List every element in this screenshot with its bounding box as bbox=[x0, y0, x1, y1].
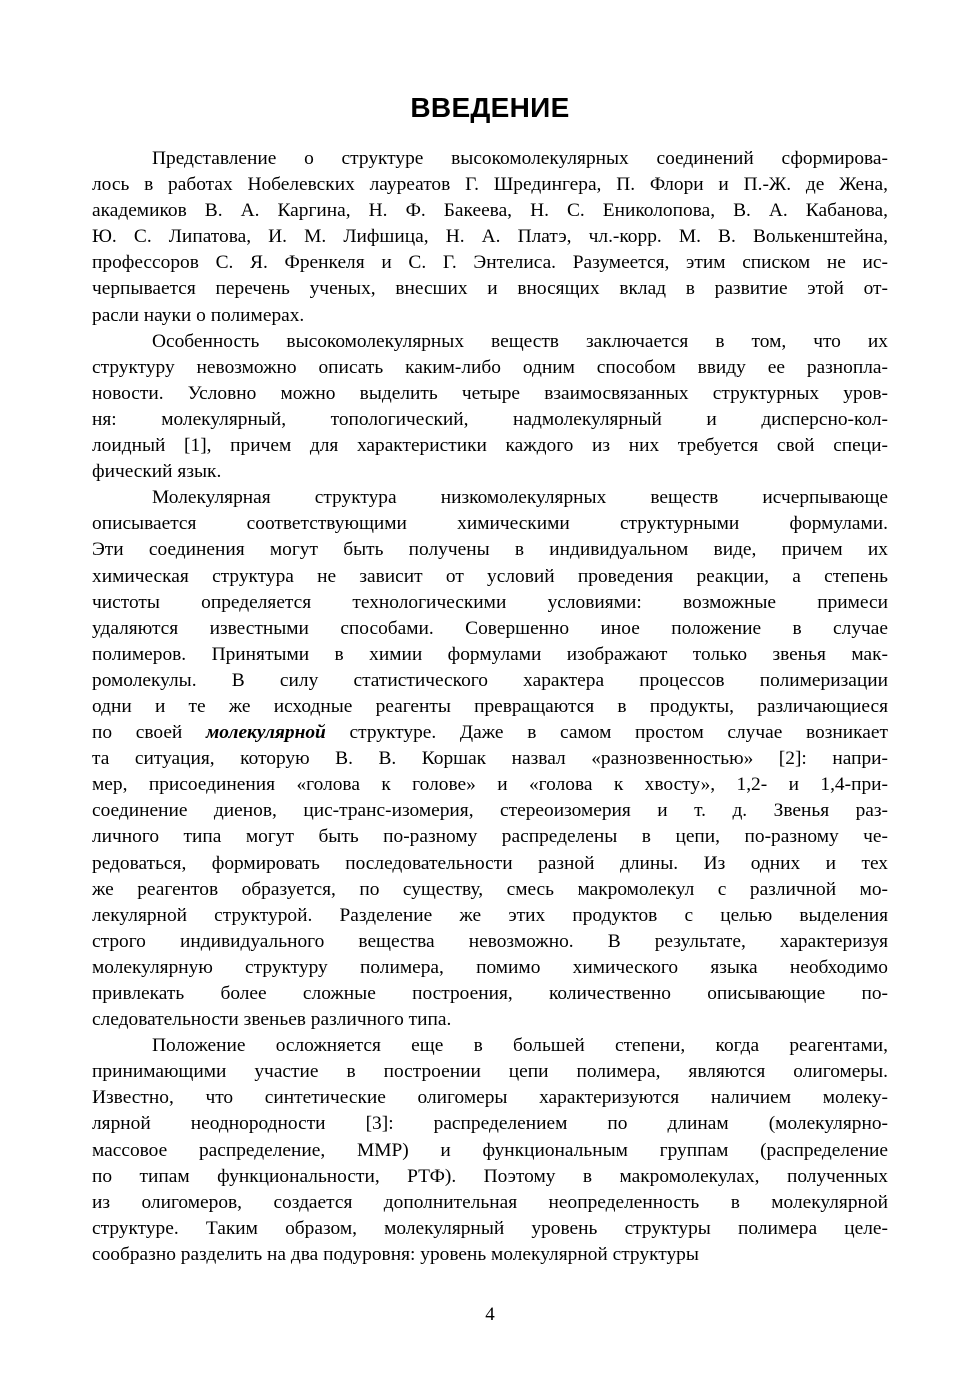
text-line: чистоты определяется технологическими условиями: возможные примеси bbox=[92, 591, 888, 613]
text-line: лоидный [1], причем для характеристики каждого из них требуется свой специ- bbox=[92, 435, 888, 457]
emphasized-term: молекулярной bbox=[206, 722, 326, 744]
page-number: 4 bbox=[485, 1304, 495, 1325]
text-line: Положение осложняется еще в большей степени, когда реагентами, bbox=[152, 1035, 888, 1057]
document-page bbox=[92, 0, 888, 1386]
paragraph bbox=[92, 485, 888, 1033]
text-line: структуре. Таким образом, молекулярный уровень структуры полимера целе- bbox=[92, 1217, 888, 1239]
text-line: лось в работах Нобелевских лауреатов Г. Шредингера, П. Флори и П.-Ж. де Жена, bbox=[92, 174, 888, 196]
text-line: удаляются известными способами. Совершенно иное положение в случае bbox=[92, 617, 888, 639]
text-line: редоваться, формировать последовательности разной длины. Из одних и тех bbox=[92, 852, 888, 874]
text-line: Известно, что синтетические олигомеры характеризуются наличием молеку- bbox=[92, 1087, 888, 1109]
text-line: лекулярной структурой. Разделение же этих продуктов с целью выделения bbox=[92, 904, 888, 926]
text-line: структуру невозможно описать каким-либо одним способом ввиду ее разнопла- bbox=[92, 356, 888, 378]
text-line: следовательности звеньев различного типа. bbox=[92, 1009, 452, 1031]
text-line: же реагентов образуется, по существу, смесь макромолекул с различной мо- bbox=[92, 878, 888, 900]
text-line: принимающими участие в построении цепи полимера, являются олигомеры. bbox=[92, 1061, 888, 1083]
text-line: соединение диенов, цис-транс-изомерия, стереоизомерия и т. д. Звенья раз- bbox=[92, 800, 888, 822]
paragraph bbox=[92, 329, 888, 486]
text-line: полимеров. Принятыми в химии формулами изображают только звенья мак- bbox=[92, 643, 888, 665]
text-line: академиков В. А. Каргина, Н. Ф. Бакеева, Н. С. Ениколопова, В. А. Кабанова, bbox=[92, 200, 888, 222]
text-line: по типам функциональности, РТФ). Поэтому в макромолекулах, полученных bbox=[92, 1165, 888, 1187]
text-line: черпывается перечень ученых, внесших и вносящих вклад в развитие этой от- bbox=[92, 278, 888, 300]
paragraph bbox=[92, 1033, 888, 1268]
text-line: Ю. С. Липатова, И. М. Лифшица, Н. А. Платэ, чл.-корр. М. В. Волькенштейна, bbox=[92, 226, 888, 248]
text-line: химическая структура не зависит от условий проведения реакции, а степень bbox=[92, 565, 888, 587]
text-line: молекулярную структуру полимера, помимо химического языка необходимо bbox=[92, 956, 888, 978]
text-line: Представление о структуре высокомолекулярных соединений сформирова- bbox=[152, 148, 888, 169]
text-line: личного типа могут быть по-разному распределены в цепи, по-разному че- bbox=[92, 826, 888, 848]
text-line: ромолекулы. В силу статистического характера процессов полимеризации bbox=[92, 669, 888, 691]
text-line: по своей молекулярной структуре. Даже в самом простом случае возникает bbox=[92, 722, 888, 744]
text-line: расли науки о полимерах. bbox=[92, 304, 305, 326]
text-line: из олигомеров, создается дополнительная неопределенность в молекулярной bbox=[92, 1191, 888, 1213]
page-title: ВВЕДЕНИЕ bbox=[410, 92, 570, 123]
text-line: привлекать более сложные построения, количественно описывающие по- bbox=[92, 983, 888, 1004]
text-line: Молекулярная структура низкомолекулярных веществ исчерпывающе bbox=[152, 487, 888, 509]
paragraph bbox=[92, 146, 888, 329]
text-line: новости. Условно можно выделить четыре взаимосвязанных структурных уров- bbox=[92, 382, 888, 404]
text-line: ня: молекулярный, топологический, надмолекулярный и дисперсно-кол- bbox=[92, 408, 888, 430]
text-line: Особенность высокомолекулярных веществ заключается в том, что их bbox=[152, 330, 888, 352]
text-line: лярной неоднородности [3]: распределением по длинам (молекулярно- bbox=[92, 1113, 888, 1135]
text-line: фический язык. bbox=[92, 461, 222, 483]
text-line: массовое распределение, ММР) и функциональным группам (распределение bbox=[92, 1139, 888, 1161]
text-line: одни и те же исходные реагенты превращаются в продукты, различающиеся bbox=[92, 695, 888, 717]
text-line: Эти соединения могут быть получены в индивидуальном виде, причем их bbox=[92, 539, 888, 561]
text-line: профессоров С. Я. Френкеля и С. Г. Энтелиса. Разумеется, этим списком не ис- bbox=[92, 252, 888, 274]
body-text bbox=[92, 146, 888, 1268]
text-line: мер, присоединения «голова к голове» и «голова к хвосту», 1,2- и 1,4-при- bbox=[92, 774, 888, 796]
text-line: описывается соответствующими химическими структурными формулами. bbox=[92, 513, 888, 535]
text-line: строго индивидуального вещества невозможно. В результате, характеризуя bbox=[92, 930, 888, 952]
text-line: та ситуация, которую В. В. Коршак назвал «разнозвенностью» [2]: напри- bbox=[92, 748, 888, 770]
text-line: сообразно разделить на два подуровня: уровень молекулярной структуры bbox=[92, 1243, 699, 1265]
